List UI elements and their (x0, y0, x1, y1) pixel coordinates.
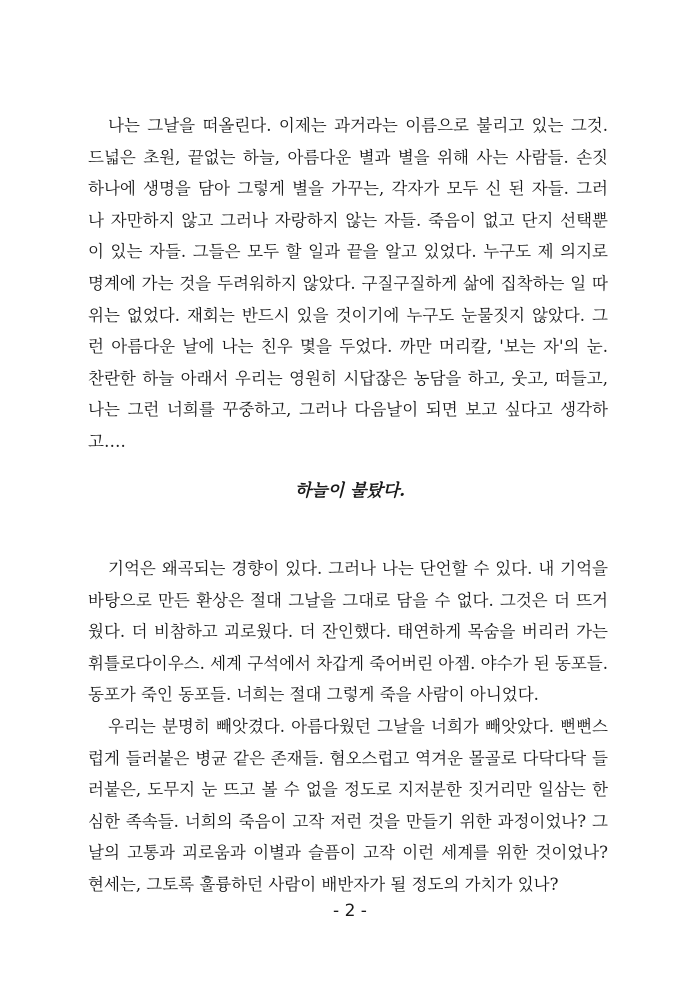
text-line: 나는 그런 너희를 꾸중하고, 그러나 다음날이 되면 보고 싶다고 생각하 (88, 400, 608, 420)
text-line: 찬란한 하늘 아래서 우리는 영원히 시답잖은 농담을 하고, 웃고, 떠들고, (88, 368, 608, 388)
text-line: 나 자만하지 않고 그러나 자랑하지 않는 자들. 죽음이 없고 단지 선택뿐 (88, 210, 608, 230)
text-line: 나는 그날을 떠올린다. 이제는 과거라는 이름으로 불리고 있는 그것. (108, 116, 608, 135)
text-line: 런 아름다운 날에 나는 친우 몇을 두었다. 까만 머리칼, '보는 자'의 눈. (88, 337, 608, 357)
text-line: 심한 족속들. 너희의 죽음이 고작 저런 것을 만들기 위한 과정이었나? 그 (88, 811, 608, 831)
text-line: 바탕으로 만든 환상은 절대 그날을 그대로 담을 수 없다. 그것은 더 뜨거 (88, 590, 608, 610)
text-line: 휘틀로다이우스. 세계 구석에서 차갑게 죽어버린 아젬. 야수가 된 동포들. (88, 653, 608, 673)
paragraph-1 (88, 110, 608, 458)
text-line: 명계에 가는 것을 두려워하지 않았다. 구질구질하게 삶에 집착하는 일 따 (88, 273, 608, 293)
text-line: 드넓은 초원, 끝없는 하늘, 아름다운 별과 별을 위해 사는 사람들. 손짓 (88, 147, 608, 167)
text-line: 동포가 죽인 동포들. 너희는 절대 그렇게 죽을 사람이 아니었다. (88, 685, 539, 705)
paragraph-3 (88, 711, 608, 901)
text-line: 기억은 왜곡되는 경향이 있다. 그러나 나는 단언할 수 있다. 내 기억을 (108, 559, 608, 578)
paragraph-2 (88, 553, 608, 711)
text-line: 러붙은, 도무지 눈 뜨고 볼 수 없을 정도로 지저분한 짓거리만 일삼는 한 (88, 780, 608, 800)
page-number: - 2 - (333, 901, 367, 921)
text-line: 현세는, 그토록 훌륭하던 사람이 배반자가 될 정도의 가치가 있나? (88, 874, 559, 894)
text-line: 럽게 들러붙은 병균 같은 존재들. 혐오스럽고 역겨운 몰골로 다닥다닥 들 (88, 748, 608, 768)
text-line: 웠다. 더 비참하고 괴로웠다. 더 잔인했다. 태연하게 목숨을 버리러 가는 (88, 622, 608, 642)
section-heading: 하늘이 불탔다. (294, 481, 406, 501)
text-line: 하나에 생명을 담아 그렇게 별을 가꾸는, 각자가 모두 신 된 자들. 그러 (88, 179, 608, 199)
text-line: 날의 고통과 괴로움과 이별과 슬픔이 고작 이런 세계를 위한 것이었나? (88, 843, 608, 863)
text-line: 고…. (88, 431, 126, 451)
text-line: 우리는 분명히 빼앗겼다. 아름다웠던 그날을 너희가 빼앗았다. 뻔뻔스 (108, 717, 608, 736)
text-line: 위는 없었다. 재회는 반드시 있을 것이기에 누구도 눈물짓지 않았다. 그 (88, 305, 608, 325)
text-line: 이 있는 자들. 그들은 모두 할 일과 끝을 알고 있었다. 누구도 제 의지로 (88, 242, 608, 262)
